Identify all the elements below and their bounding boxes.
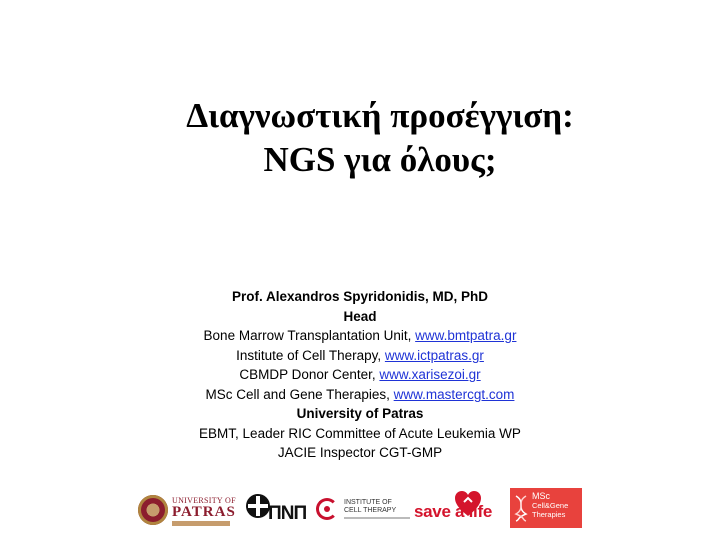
university-name: University of Patras — [296, 406, 424, 421]
logo-text — [344, 499, 396, 515]
save-a-life-logo — [412, 490, 498, 526]
link-xarisezoi[interactable]: www.xarisezoi.gr — [379, 367, 481, 382]
logo-text — [532, 501, 568, 519]
university-of-patras-logo — [138, 492, 236, 530]
affiliation-ict — [110, 346, 610, 366]
dna-helix-icon — [514, 494, 528, 522]
logo-text-line: Cell&Gene — [532, 501, 569, 510]
logo-text: PATRAS — [172, 504, 236, 520]
logo-text: save a life — [414, 502, 492, 521]
medical-cross-icon — [246, 494, 270, 518]
cell-core-icon — [324, 506, 330, 512]
pnp-hospital-logo — [246, 494, 307, 524]
affiliation-cbmdp — [110, 365, 610, 385]
affiliation-label: MSc Cell and Gene Therapies, — [205, 386, 394, 402]
ebmt-role: EBMT, Leader RIC Committee of Acute Leukemia WP — [199, 425, 521, 441]
slide-title — [140, 94, 620, 182]
msc-cell-gene-therapies-logo — [510, 488, 582, 528]
logo-text: ΠΝΠ — [268, 503, 307, 524]
title-line-1: Διαγνωστική προσέγγιση: — [186, 96, 574, 135]
logo-text: UNIVERSITY OF — [172, 496, 236, 505]
author-credits — [110, 287, 610, 463]
author-name: Prof. Alexandros Spyridonidis, MD, PhD — [231, 289, 489, 304]
logo-text-line: Therapies — [532, 510, 566, 519]
logo-underline — [172, 521, 230, 526]
institute-of-cell-therapy-logo — [316, 496, 412, 526]
logo-text-line: CELL THERAPY — [344, 507, 397, 514]
jacie-role: JACIE Inspector CGT-GMP — [277, 445, 443, 460]
affiliation-bmt — [110, 326, 610, 346]
link-ictpatras[interactable]: www.ictpatras.gr — [384, 347, 484, 363]
affiliation-label: Bone Marrow Transplantation Unit, — [203, 328, 416, 343]
affiliation-label: CBMDP Donor Center, — [239, 367, 380, 382]
title-line-2: NGS για όλους; — [263, 140, 497, 179]
author-role: Head — [343, 308, 377, 324]
university-seal-icon — [138, 495, 168, 525]
link-bmtpatra[interactable]: www.bmtpatra.gr — [415, 328, 517, 343]
logo-strip — [0, 486, 720, 536]
logo-text: MSc — [532, 491, 550, 501]
logo-text-line: INSTITUTE OF — [344, 499, 392, 506]
affiliation-msc — [110, 385, 610, 405]
logo-subline — [344, 517, 410, 519]
affiliation-label: Institute of Cell Therapy, — [236, 347, 385, 363]
link-mastercgt[interactable]: www.mastercgt.com — [393, 386, 515, 402]
